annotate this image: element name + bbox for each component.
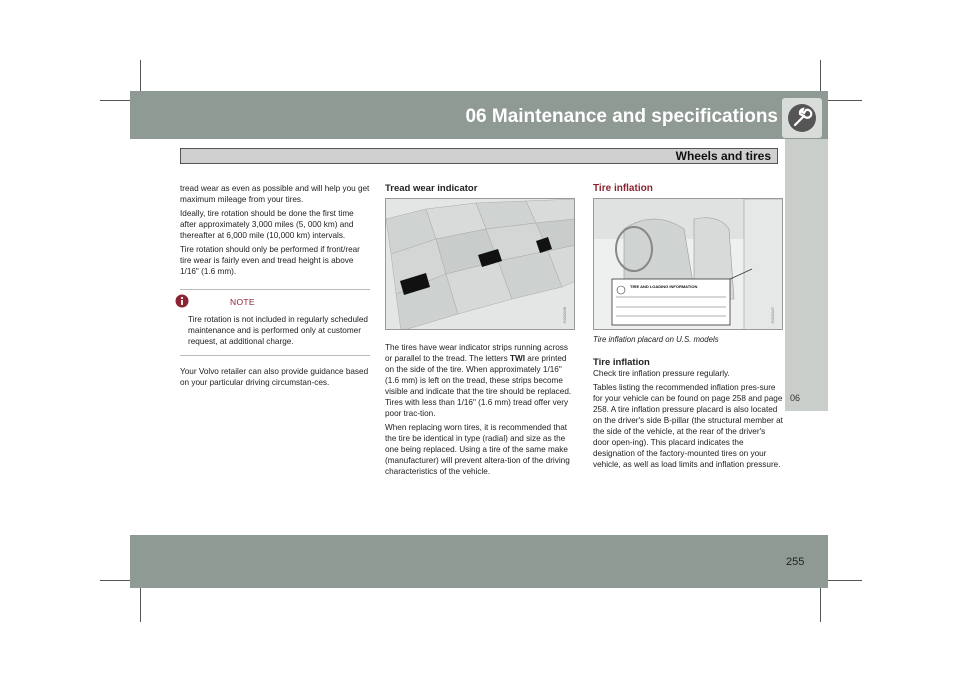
column-3 — [593, 183, 783, 473]
paragraph: Ideally, tire rotation should be done the first time after approximately 3,000 miles (5, 000 km) and thereafter at 6,000 mile (10,000 km) intervals. — [180, 209, 354, 240]
wrench-icon — [786, 102, 818, 134]
chapter-side-tab — [785, 139, 828, 411]
side-tab-label: 06 — [790, 393, 801, 403]
note-label: NOTE — [230, 297, 255, 307]
note-box — [180, 289, 370, 356]
paragraph: Your Volvo retailer can also provide guidance based on your particular driving circumstan-ces. — [180, 367, 369, 387]
paragraph: Check tire inflation pressure regularly. — [593, 369, 730, 378]
section-subtitle: Wheels and tires — [675, 149, 771, 163]
figure-code: G020347 — [770, 306, 775, 323]
section-subtitle-bar — [180, 148, 778, 164]
chapter-icon-box — [782, 98, 822, 138]
info-icon — [175, 294, 189, 308]
figure-caption: Tire inflation placard on U.S. models — [593, 335, 719, 344]
paragraph — [385, 342, 575, 419]
paragraph: Tire rotation should only be performed if front/rear tire wear is fairly even and tread height is above 1/16" (1.6 mm). — [180, 245, 360, 276]
section-heading: Tire inflation — [593, 183, 653, 194]
figure-code: G020938 — [562, 306, 567, 323]
tire-placard-figure — [593, 198, 783, 330]
paragraph: Tables listing the recommended inflation pres-sure for your vehicle can be found on page 258 and page 258. A tire inflation pressure placard is also located on the driver's side B-pillar (the structural member at the side of the vehicle, at the rear of the driver's door open-ing). This placard indicates the designation of the factory-mounted tires on your vehicle, as well as load limits and inflation pressure. — [593, 383, 783, 469]
page-number: 255 — [786, 556, 805, 568]
column-2 — [385, 183, 575, 480]
placard-title: TIRE AND LOADING INFORMATION — [630, 284, 698, 289]
paragraph: tread wear as even as possible and will help you get maximum mileage from your tires. — [180, 184, 370, 204]
paragraph: When replacing worn tires, it is recommended that the tire be identical in type (radial) and size as the one being replaced. Using a tire of the same make (manufacturer) will prevent altera-tion of the driving characteristics of the vehicle. — [385, 423, 570, 476]
footer-band — [130, 535, 828, 588]
text-run: The tires have wear indicator strips running across or parallel to the tread. The letters — [385, 343, 568, 363]
subheading: Tire inflation — [593, 357, 650, 368]
note-text: Tire rotation is not included in regularly scheduled maintenance and is performed only at customer request, at additional charge. — [188, 315, 368, 346]
tread-wear-figure — [385, 198, 575, 330]
car-interior-illustration — [594, 199, 783, 330]
twi-label: TWI — [510, 354, 526, 363]
tire-tread-illustration — [386, 199, 575, 330]
text-run: are printed on the side of the tire. When approximately 1/16" (1.6 mm) is left on the tread, these strips become visible and indicate that the tire should be replaced. Tires with less than 1/16" (1.6 mm) tread offer very poor trac-tion. — [385, 354, 572, 418]
section-heading: Tread wear indicator — [385, 183, 478, 194]
column-1 — [180, 183, 370, 391]
chapter-title: 06 Maintenance and specifications — [465, 106, 778, 127]
